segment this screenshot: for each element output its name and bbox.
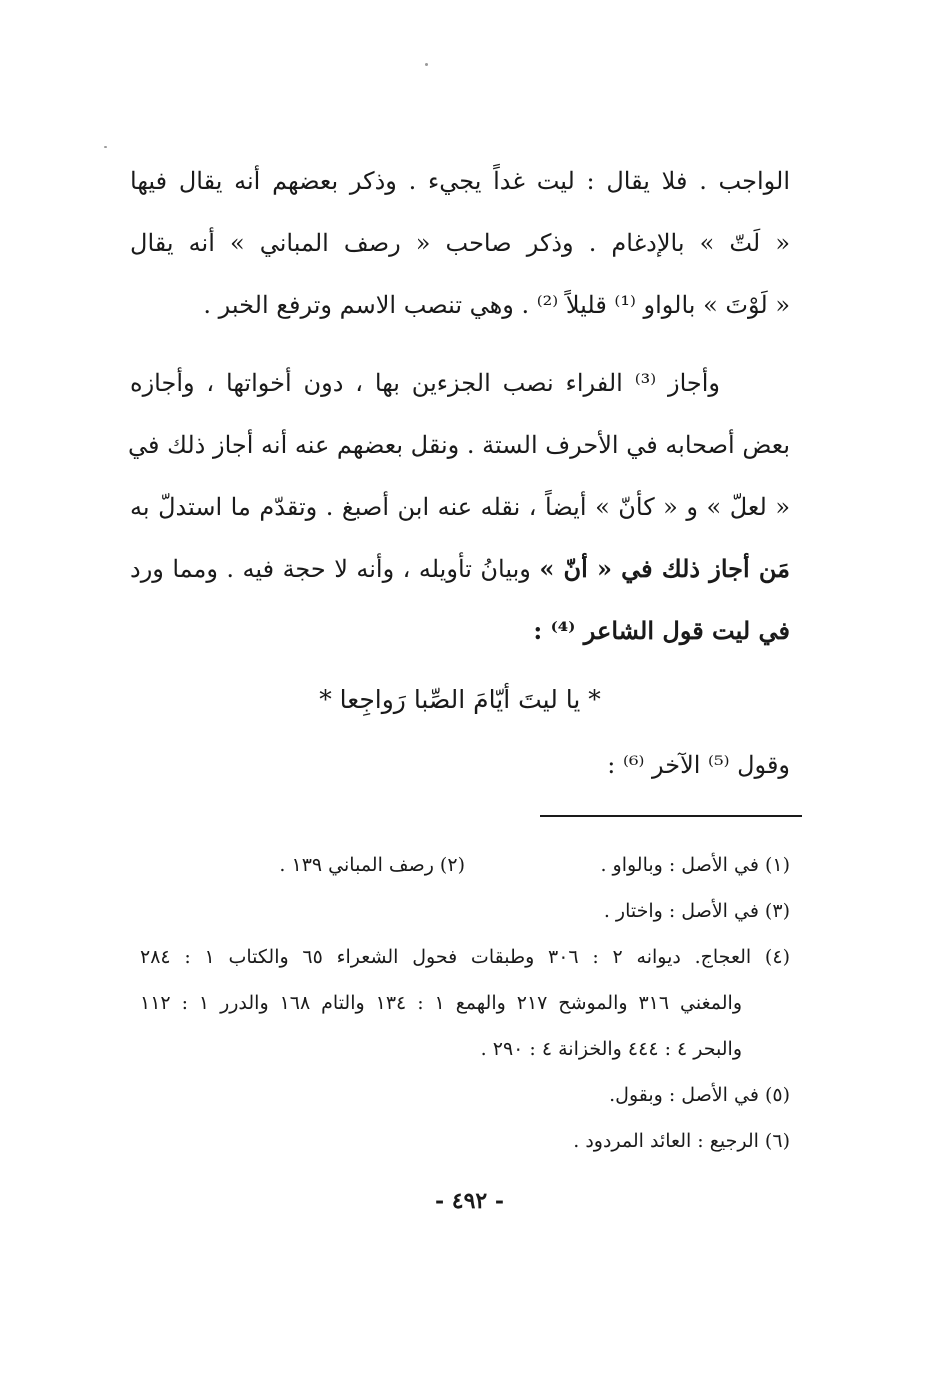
paragraph-2-line-1: وأجاز ⁽³⁾ الفراء نصب الجزءين بها ، دون أخواتها ، وأجازه — [130, 369, 720, 397]
footnote-separator — [540, 815, 802, 817]
footnote-2: (٢) رصف المباني ١٣٩ . — [279, 854, 465, 876]
paragraph-1-line-3: « لَوْتَ » بالواو ⁽¹⁾ قليلاً ⁽²⁾ . وهي تنصب الاسم وترفع الخبر . — [203, 291, 790, 319]
paragraph-2-line-5: في ليت قول الشاعر ⁽⁴⁾ : — [533, 616, 790, 645]
paragraph-1 — [130, 150, 790, 336]
scan-speck — [425, 63, 428, 66]
paragraph-2-line-4-rest: وبيانُ تأويله ، وأنه لا حجة فيه . ومما ورد — [130, 555, 531, 583]
footnote-3: (٣) في الأصل : واختار . — [603, 900, 790, 922]
footnotes — [140, 842, 790, 1164]
after-verse-line: وقول ⁽⁵⁾ الآخر ⁽⁶⁾ : — [607, 751, 790, 779]
paragraph-2-line-4-bold: مَن أجاز ذلك في « أنّ » — [539, 554, 790, 583]
scan-speck — [104, 146, 107, 148]
footnote-row-1-2 — [140, 842, 790, 888]
page-number: - ٤٩٢ - — [434, 1188, 505, 1214]
paragraph-1-line-2: « لَتّ » بالإدغام . وذكر صاحب « رصف المباني » أنه يقال — [130, 229, 790, 257]
footnote-6: (٦) الرجيع : العائد المردود . — [573, 1130, 790, 1152]
footnote-5: (٥) في الأصل : وبقول. — [609, 1084, 790, 1106]
footnote-1: (١) في الأصل : وبالواو . — [600, 854, 790, 876]
footnote-4-line-3: والبحر ٤ : ٤٤٤ والخزانة ٤ : ٢٩٠ . — [480, 1038, 742, 1060]
paragraph-1-line-1: الواجب . فلا يقال : ليت غداً يجيء . وذكر بعضهم أنه يقال فيها — [130, 167, 790, 195]
paragraph-2-line-3: « لعلّ » و « كأنّ » أيضاً ، نقله عنه ابن أصبغ . وتقدّم ما استدلّ به — [130, 493, 790, 521]
poetry-verse: * يا ليتَ أيّامَ الصِّبا رَواجِعا * — [319, 685, 601, 714]
paragraph-2-line-4 — [130, 538, 790, 600]
footnote-4-line-1: (٤) العجاج. ديوانه ٢ : ٣٠٦ وطبقات فحول الشعراء ٦٥ والكتاب ١ : ٢٨٤ — [140, 946, 790, 968]
paragraph-2 — [130, 352, 790, 662]
footnote-4-line-2: والمغني ٣١٦ والموشح ٢١٧ والهمع ١ : ١٣٤ والتام ١٦٨ والدرر ١ : ١١٢ — [140, 992, 742, 1014]
paragraph-2-line-2: بعض أصحابه في الأحرف الستة . ونقل بعضهم عنه أنه أجاز ذلك في — [128, 431, 790, 459]
